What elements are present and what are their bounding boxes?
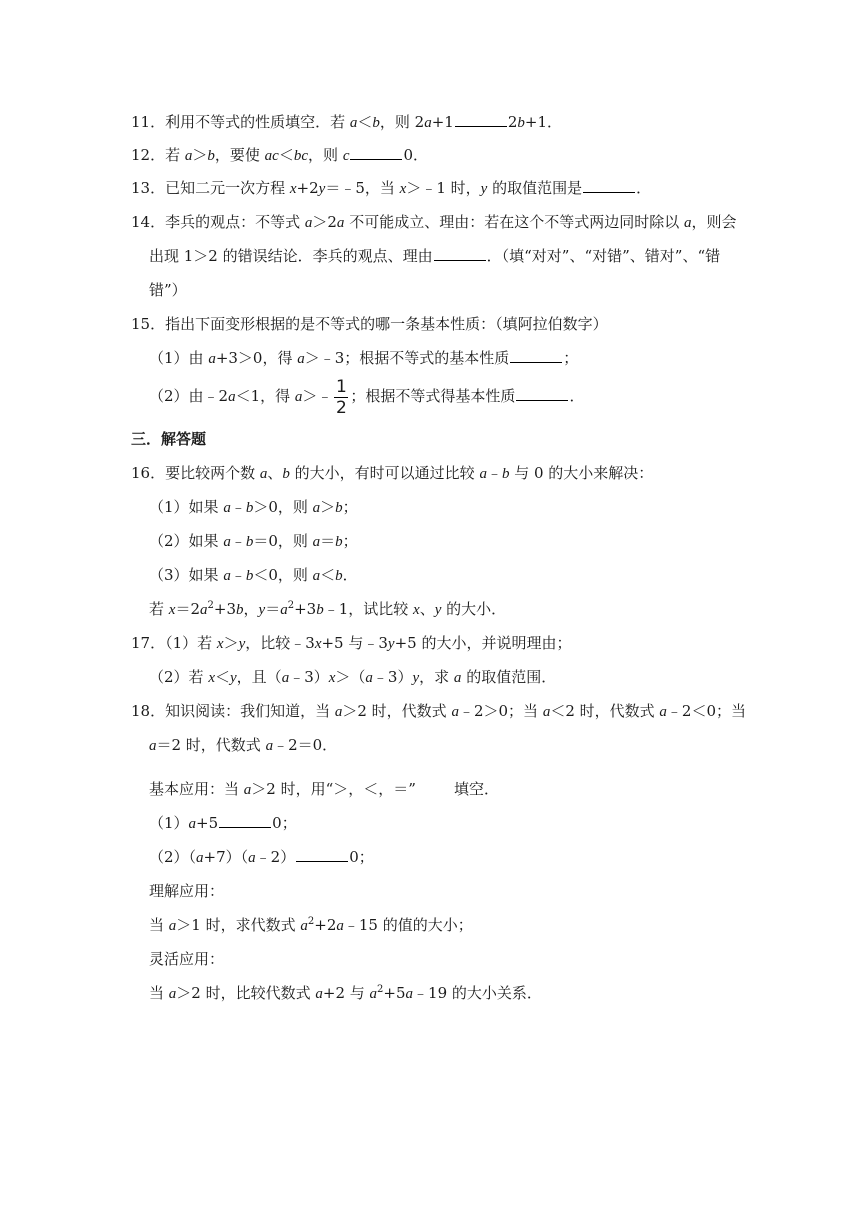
question-number: 18．	[131, 702, 166, 720]
flexible-heading: 灵活应用：	[149, 950, 225, 968]
question-16: 16．要比较两个数 a、b 的大小，有时可以通过比较 a﹣b 与 0 的大小来解决：	[131, 464, 654, 482]
flexible-item: 当 a＞2 时，比较代数式 a+2 与 $a^2+5a﹣19$ 的大小关系．	[149, 984, 542, 1002]
question-number: 11．	[131, 113, 166, 131]
question-number: 13．	[131, 179, 166, 197]
question-number: 14．	[131, 213, 166, 231]
question-13: 13．已知二元一次方程 x+2y＝﹣5，当 x＞﹣1 时，y 的取值范围是 ．	[131, 179, 652, 197]
question-16-case-3: （3）如果 a﹣b＜0，则 a＜b．	[149, 566, 358, 584]
question-18-line-2: a＝2 时，代数式 a﹣2＝0．	[149, 736, 338, 754]
question-18-line-1: 18．知识阅读：我们知道，当 a＞2 时，代数式 a﹣2＞0；当 a＜2 时，代数式 a﹣2＜0；当	[131, 702, 747, 720]
question-15-part-2: （2）由﹣2a＜1，得 a＞﹣ $\frac{1}{2}$ ；根据不等式得基本性质 ．	[149, 376, 585, 418]
question-number: 12．	[131, 146, 166, 164]
basic-item-1: （1）a+5 0；	[149, 814, 297, 832]
understanding-heading: 理解应用：	[149, 882, 225, 900]
answer-blank[interactable]	[583, 178, 635, 193]
basic-item-2: （2）（a+7）（a﹣2） 0；	[149, 848, 374, 866]
question-number: 16．	[131, 464, 166, 482]
question-14-line-3: 错”）	[149, 281, 187, 299]
answer-blank[interactable]	[510, 348, 562, 363]
question-number: 15．	[131, 315, 166, 333]
question-16-case-2: （2）如果 a﹣b＝0，则 a＝b；	[149, 532, 358, 550]
answer-blank[interactable]	[455, 112, 507, 127]
question-11: 11．利用不等式的性质填空．若 a＜b，则 2a+1 2b+1．	[131, 113, 562, 131]
question-16-case-1: （1）如果 a﹣b＞0，则 a＞b；	[149, 498, 358, 516]
basic-application: 基本应用：当 a＞2 时，用“＞，＜，＝” 填空．	[149, 780, 499, 798]
question-16-task: 若 $x=2a^2+3b$，$y=a^2+3b﹣1$，试比较 x、y 的大小．	[149, 600, 507, 618]
question-12: 12．若 a＞b，要使 ac＜bc，则 c 0．	[131, 146, 429, 164]
answer-blank[interactable]	[350, 145, 402, 160]
answer-blank[interactable]	[434, 246, 486, 261]
question-15-part-1: （1）由 a+3＞0，得 a＞﹣3；根据不等式的基本性质 ；	[149, 349, 579, 367]
question-14-line-2: 出现 1＞2 的错误结论．李兵的观点、理由 ．（填“对对”、“对错”、错对”、“错	[149, 247, 721, 265]
question-17-part-1: 17．（1）若 x＞y，比较﹣3x+5 与﹣3y+5 的大小，并说明理由；	[131, 634, 572, 652]
answer-blank[interactable]	[516, 386, 568, 401]
question-17-part-2: （2）若 x＜y，且（a﹣3）x＞（a﹣3）y，求 a 的取值范围．	[149, 668, 557, 686]
question-14-line-1: 14．李兵的观点：不等式 a＞2a 不可能成立、理由：若在这个不等式两边同时除以 a，则会	[131, 213, 737, 231]
fraction: $\frac{1}{2}$	[336, 376, 347, 418]
understanding-item: 当 a＞1 时，求代数式 $a^2+2a﹣15$ 的值的大小；	[149, 916, 473, 934]
section-heading: 三．解答题	[131, 430, 207, 448]
answer-blank[interactable]	[219, 813, 271, 828]
answer-blank[interactable]	[296, 847, 348, 862]
question-number: 17．	[131, 634, 166, 652]
question-15-title: 15．指出下面变形根据的是不等式的哪一条基本性质：（填阿拉伯数字）	[131, 315, 608, 333]
